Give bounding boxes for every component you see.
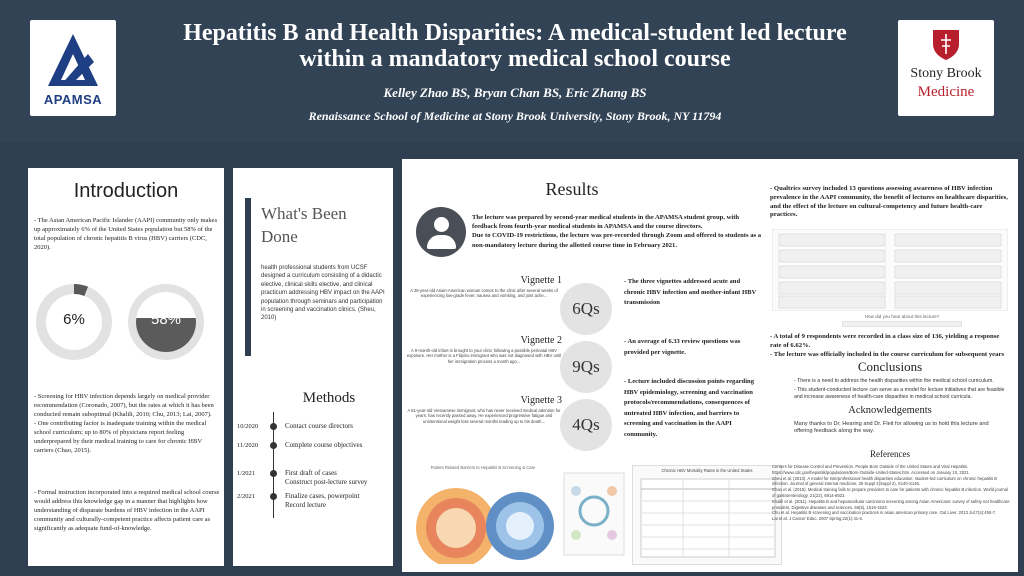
poster-authors: Kelley Zhao BS, Bryan Chan BS, Eric Zhang BS	[383, 85, 647, 100]
stat-ring-58	[128, 284, 204, 360]
vignette-title: Vignette 1	[520, 275, 562, 286]
references-text: Centers for Disease Control and Prevention. People Born Outside of the United States and Viral Hepatitis. https://www.cdc.gov/hepatitis/populations/Born-Outside-United-States.htm. Accessed on January 10, 2021. Sheu et al. (2010). A model for interprofessional health disparities education: student-led curriculum on chronic hepatitis B infection. Journal of general internal medicine, 25 Suppl 2(Suppl 2), S140-S145. Chao et al. (2015). Medical training fails to prepare providers to care for patients with chronic hepatitis B infection. World journal of gastroenterology, 21(22), 6914-6923. Khalili et al. (2011). Hepatitis B and hepatocellular carcinoma screening among Asian Americans: survey of safety net healthcare providers. Digestive diseases and sciences, 56(5), 1516-1523. Chu et al. Hepatitis B screening and vaccination practices in asian american primary care. Gut Liver. 2013 Jul;7(4):450-7. Lai et al. J Cancer Educ. 2007 Spring;22(1):41-6.	[772, 464, 1010, 522]
q-bubble-3	[560, 399, 612, 451]
done-accent-bar	[245, 198, 251, 356]
conclusions-p1: - There is a need to address the health disparities within the medical school curriculum.	[794, 378, 994, 384]
figure-caption: Patient Related Barriers to Hepatitis B Screening & Care	[430, 465, 536, 470]
timeline-text: Finalize cases, powerpoint Record lecture	[285, 492, 360, 509]
conclusions-heading: Conclusions	[857, 359, 923, 374]
q-bubble-label: 9Qs	[572, 357, 600, 376]
results-point-3: - Lecture included discussion points regarding HBV epidemiology, screening and vaccination protocols/recommendations, consequences of untreated HBV infection, and barriers to screening and vaccination in the AAPI community.	[624, 378, 755, 438]
vignette-text: A 61-year-old Vietnamese immigrant, who has never received medical attention for years, has recently passed away. He experienced progressive fatigue and unintentional weight loss several months leading up to his death...	[407, 408, 561, 424]
timeline-item	[237, 421, 389, 439]
stat-58-label: 58%	[150, 311, 182, 328]
q-bubble-label: 4Qs	[572, 415, 600, 434]
results-panel	[402, 159, 1018, 572]
apamsa-logo	[30, 20, 116, 116]
timeline-text: Contact course directors	[285, 422, 354, 430]
introduction-heading: Introduction	[73, 180, 179, 202]
concentric-circles-figure	[408, 470, 558, 564]
figure-caption: Chronic HBV Mortality Rates in the United States	[661, 468, 753, 473]
stony-brook-line2: Medicine	[917, 84, 975, 100]
survey-caption: How did you hear about this lecture?	[864, 314, 940, 319]
timeline-dot	[270, 423, 277, 430]
results-point-2: - An average of 6.33 review questions was provided per vignette.	[624, 338, 741, 356]
timeline-dot	[270, 442, 277, 449]
mortality-table-figure	[633, 473, 783, 563]
q-bubble-label: 6Qs	[572, 299, 600, 318]
survey-screenshot	[772, 229, 1008, 311]
results-intro: The lecture was prepared by second-year medical students in the APAMSA student group, with feedback from fourth-year medical students in APAMSA and the course directors. Due to COVID-19 restrictions, the lecture was pre-recorded through Zoom and offered to students as a non-mandatory lecture during the allotted course time in February 2021.	[472, 214, 762, 249]
timeline-text: First draft of cases Construct post-lecture survey	[285, 469, 368, 486]
poster-header	[0, 0, 1024, 143]
acknowledgements-heading: Acknowledgements	[848, 405, 932, 416]
timeline-item	[237, 491, 389, 511]
timeline-date: 10/2020	[237, 423, 259, 430]
figure-diagram	[562, 471, 626, 557]
vignette-text: A 9-month-old infant is brought to your clinic following a possible perinatal HBV exposure. Her mother is a Filipino immigrant who was not diagnosed with HBV until her immigration process a month ago...	[406, 348, 562, 364]
person-icon	[416, 207, 466, 257]
intro-paragraph-1: - The Asian American Pacific Islander (AAPI) community only makes up approximately 6% of the United States population but 58% of the total population of chronic hepatitis B virus (HBV) carriers (CDC, 2020).	[34, 217, 218, 251]
survey-figure	[773, 230, 1009, 312]
timeline-date: 2/2021	[237, 493, 256, 500]
vignette-2	[406, 335, 562, 364]
conclusions-p2: - This student-conducted lecture can serve as a model for lecture initiatives that are feasible and increase awareness of health-care disparities in medical school curricula.	[794, 387, 1005, 400]
timeline-text: Complete course objectives	[285, 441, 363, 449]
timeline-dot	[270, 493, 277, 500]
stat-ring-6	[36, 284, 112, 360]
intro-paragraph-2: - Screening for HBV infection depends largely on medical provider recommendation (Coronado, 2007), but the rates at which it has been conducted remain suboptimal (Khalili, 2010; Chu, 2013; Lai, 2007). - One contributing factor is inadequate training within the medical school curriculum; up to 80% of physicians report feeling underprepared by their medical training to care for chronic HBV carriers (Chao, 2015).	[34, 393, 214, 454]
introduction-panel	[28, 168, 224, 566]
q-bubble-2	[560, 341, 612, 393]
timeline-date: 1/2021	[237, 470, 256, 477]
timeline-item	[237, 440, 389, 458]
vignette-3	[406, 395, 562, 424]
timeline-date: 11/2020	[237, 442, 259, 449]
stat-6-label: 6%	[63, 311, 85, 328]
done-text: health professional students from UCSF designed a curriculum consisting of a didactic elective, clinical skills elective, and clinical practicum addressing HBV impact on the AAPI population through seminars and participation in screening and vaccination clinics. (Sheu, 2010)	[261, 265, 385, 322]
survey-bar	[842, 321, 962, 327]
results-point-1: - The three vignettes addressed acute and chronic HBV infection and mother-infant HBV transmission	[624, 278, 757, 306]
stony-brook-logo	[898, 20, 994, 116]
vignette-text: A 28-year-old Asian-American woman comes to the clinic after several weeks of experiencing low-grade fever, nausea and vomiting, and joint ache...	[410, 288, 558, 299]
q-bubble-1	[560, 283, 612, 335]
done-heading: What's Been Done	[261, 204, 347, 246]
vignette-1	[406, 275, 562, 299]
center-left-panel	[233, 168, 393, 566]
intro-paragraph-3: - Formal instruction incorporated into a required medical school course would address this knowledge gap in a manner that highlights how understanding of disparate burdens of HBV infection in the AAPI community and culturally-competent practice affects patient care as significantly as adequate fund-of-knowledge.	[34, 489, 220, 532]
survey-paragraph-1: - Qualtrics survey included 13 questions assessing awareness of HBV infection prevalence in the AAPI community, the benefit of lectures on healthcare disparities, and the effect of the lecture on cultural-competency and future health-care practices.	[770, 185, 1008, 219]
acknowledgements-text: Many thanks to Dr. Hearing and Dr. Fleit for allowing us to hold this lecture and offering feedback along the way.	[794, 421, 989, 435]
results-heading: Results	[545, 179, 599, 199]
timeline-dot	[270, 470, 277, 477]
references-heading: References	[870, 449, 910, 459]
vignette-title: Vignette 2	[520, 335, 562, 346]
methods-heading: Methods	[302, 390, 356, 406]
shield-icon	[931, 28, 961, 62]
figure-mortality-table	[632, 465, 782, 565]
apamsa-triangle-icon	[30, 24, 116, 96]
diagram-figure	[562, 471, 626, 557]
poster-title: Hepatitis B and Health Disparities: A medical-student led lecture within a mandatory medical school course	[183, 20, 847, 72]
survey-paragraph-2: - A total of 9 respondents were recorded in a class size of 136, yielding a response rate of 6.62%. - The lecture was officially included in the course curriculum for subsequent years	[770, 333, 1005, 358]
vignette-title: Vignette 3	[520, 395, 562, 406]
stony-brook-line1: Stony Brook	[910, 66, 982, 81]
poster-affiliation: Renaissance School of Medicine at Stony Brook University, Stony Brook, NY 11794	[308, 109, 722, 123]
timeline-item	[237, 468, 389, 488]
apamsa-logo-text: APAMSA	[43, 92, 103, 107]
figure-barriers	[408, 465, 558, 565]
